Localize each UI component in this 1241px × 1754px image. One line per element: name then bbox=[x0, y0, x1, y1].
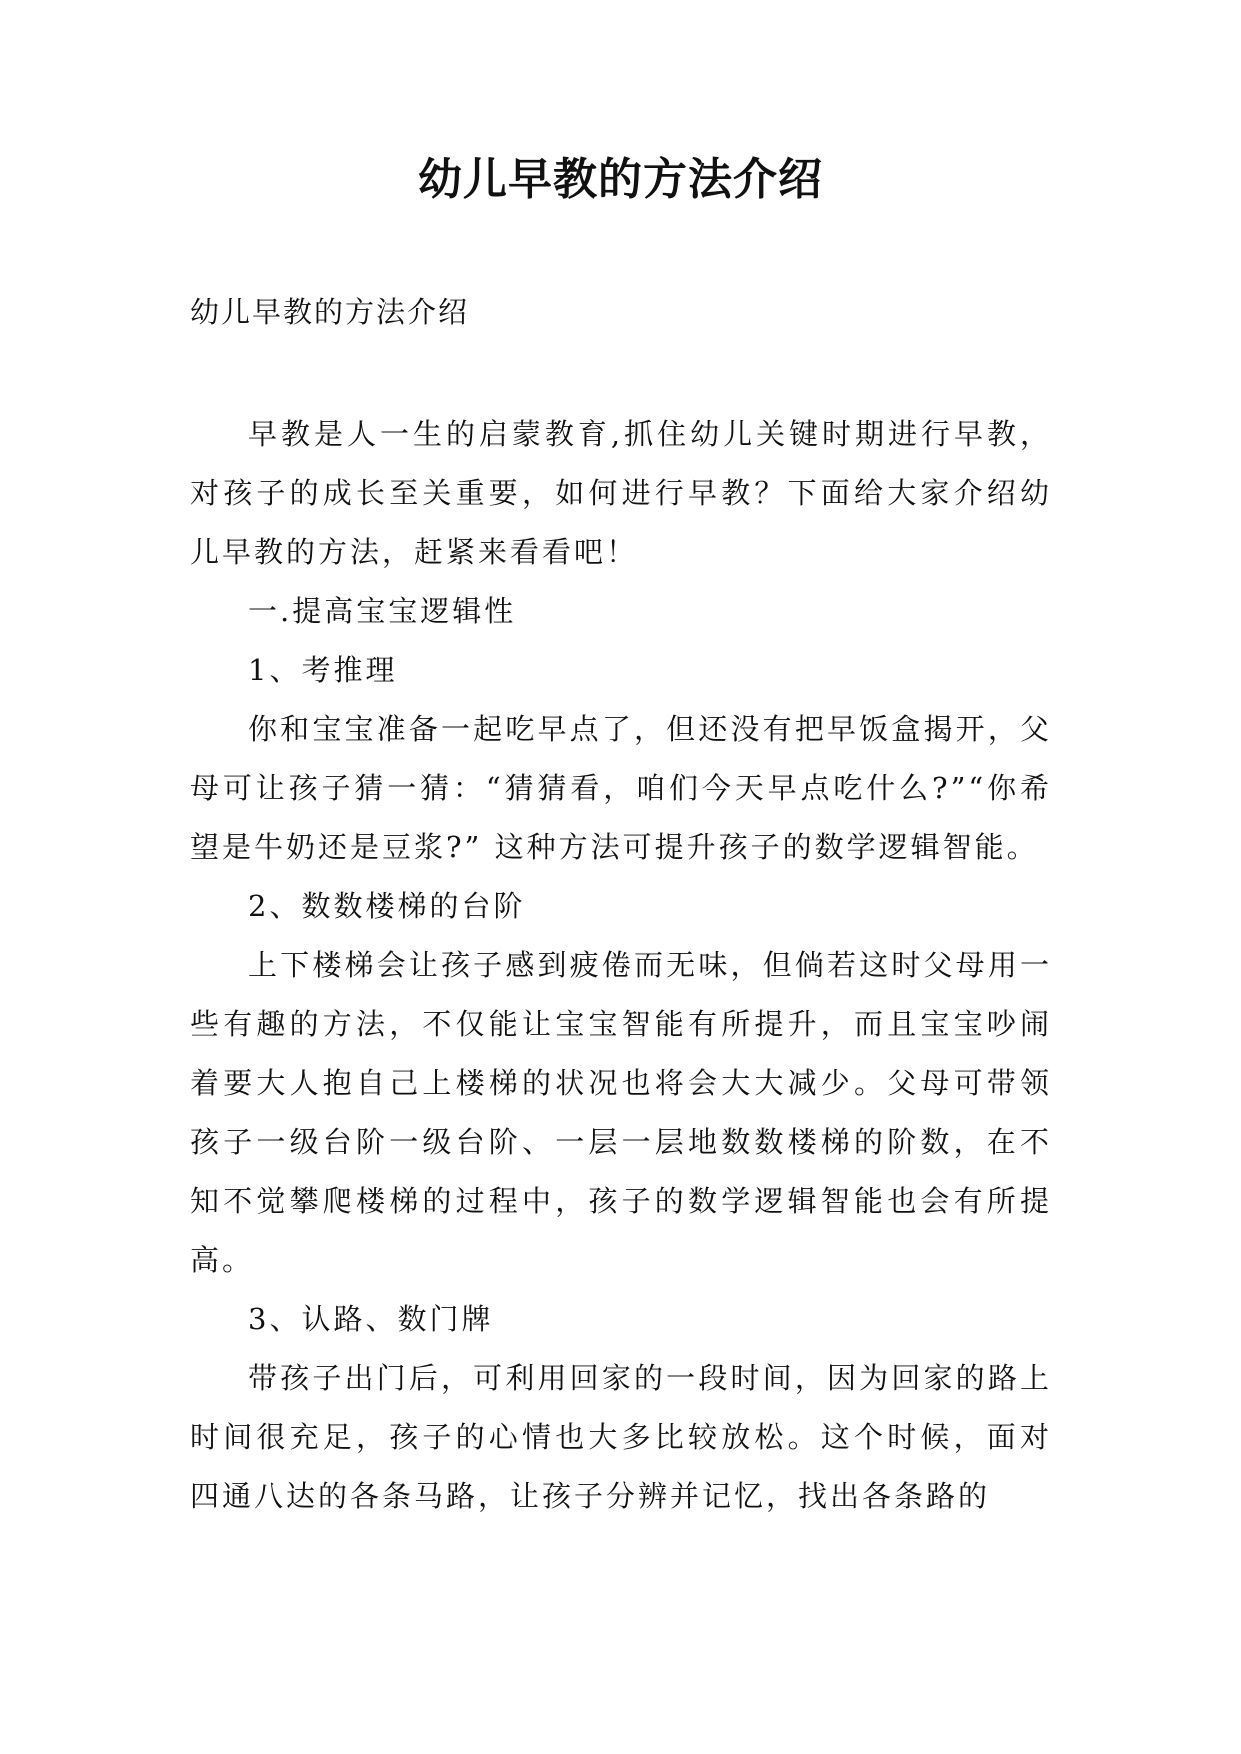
paragraph-intro: 早教是人一生的启蒙教育,抓住幼儿关键时期进行早教，对孩子的成长至关重要，如何进行早教？下面给大家介绍幼儿早教的方法，赶紧来看看吧！ bbox=[190, 417, 1052, 569]
subheading-reasoning: 1、考推理 bbox=[248, 653, 398, 687]
subheading-roads: 3、认路、数门牌 bbox=[248, 1302, 494, 1336]
section-heading-logic: 一.提高宝宝逻辑性 bbox=[248, 594, 517, 628]
document-subtitle: 幼儿早教的方法介绍 bbox=[190, 295, 470, 329]
paragraph-stairs: 上下楼梯会让孩子感到疲倦而无味，但倘若这时父母用一些有趣的方法，不仅能让宝宝智能有所提升，而且宝宝吵闹着要大人抱自己上楼梯的状况也将会大大减少。父母可带领孩子一级台阶一级台阶、一层一层地数数楼梯的阶数，在不知不觉攀爬楼梯的过程中，孩子的数学逻辑智能也会有所提高。 bbox=[190, 948, 1052, 1277]
subheading-stairs: 2、数数楼梯的台阶 bbox=[248, 889, 526, 923]
document-title: 幼儿早教的方法介绍 bbox=[418, 154, 823, 205]
paragraph-roads: 带孩子出门后，可利用回家的一段时间，因为回家的路上时间很充足，孩子的心情也大多比较放松。这个时候，面对四通八达的各条马路，让孩子分辨并记忆，找出各条路的 bbox=[190, 1361, 1052, 1513]
document-body bbox=[190, 405, 1052, 1526]
paragraph-reasoning: 你和宝宝准备一起吃早点了，但还没有把早饭盒揭开，父母可让孩子猜一猜：“猜猜看，咱们今天早点吃什么?”“你希望是牛奶还是豆浆?” 这种方法可提升孩子的数学逻辑智能。 bbox=[190, 712, 1052, 864]
